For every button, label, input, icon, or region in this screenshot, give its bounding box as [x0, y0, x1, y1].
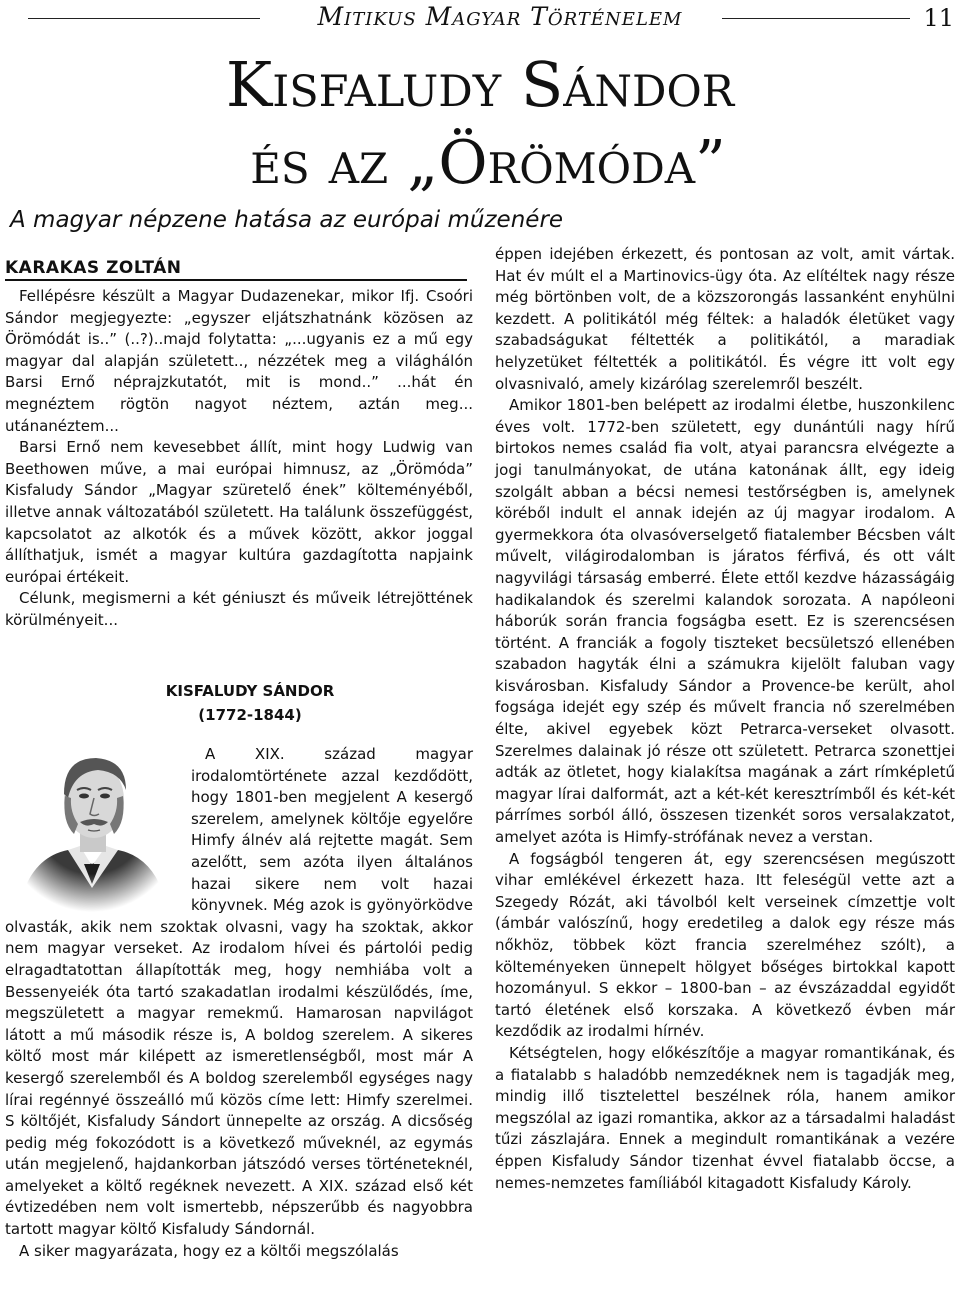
section-heading: KISFALUDY SÁNDOR — [165, 682, 335, 700]
article-title-line1: Kisfaludy Sándor — [225, 48, 735, 121]
author-byline: KARAKAS ZOLTÁN — [5, 258, 467, 281]
right-paragraph: éppen idejében érkezett, és pontosan az volt, amit vártak. Hat év múlt el a Martinovics-ügy óta. Az elítéltek nagy része még börtönben volt, de a közszorongás lassanként enyhülni kezdett. A politikától még féltek: a haladók életüket vagy szabadságukat féltették a politikától, a maradiak helyzetüket féltették a politikától. És végre itt volt egy olvasnivaló, amely kizárólag szerelemről beszélt. — [495, 245, 955, 393]
page-number: 11 — [923, 4, 954, 32]
section-dates: (1772-1844) — [198, 706, 302, 724]
intro-paragraph: Barsi Ernő nem kevesebbet állít, mint hogy Ludwig van Beethowen műve, a mai európai himnusz, az „Örömóda” Kisfaludy Sándor „Magyar szüretelő ének” költeményéből, illetve annak változatából született. Ha találunk összefüggést, kapcsolatot az alkotók és a művek között, akkor joggal állíthatjuk, ismét a magyar kultúra gazdagította napjaink európai értékeit. — [5, 438, 473, 586]
article-title-line2: és az „Örömóda” — [250, 128, 726, 198]
running-title: Mitikus Magyar Történelem — [317, 2, 683, 31]
right-paragraph: A fogságból tengeren át, egy szerencsésen megúszott vihar emlékével érkezett haza. Itt feleségül vette azt a Szegedy Rózát, aki távolból kelt verseinek címzettje volt (ámbár valószínű, hogy eredetileg a dalok egy része más nőkhöz, többek közt francia szerelméhez szólt), a költeményeken ünnepelt hölgyet bőséges birtokkal kapott hozományul. S ekkor – 1800-ban – az évszázaddal egyidőt tartó életének első korszaka. A következő évben már kezdődik az irodalmi hírnév. — [495, 849, 955, 1041]
right-column-text — [495, 244, 955, 1194]
intro-paragraph: Fellépésre készült a Magyar Dudazenekar, mikor Ifj. Csoóri Sándor megjegyezte: „egyszer eljátszhatnánk közösen az Örömódát is..” (..?)..majd folytatta: „...ugyanis ez a mű egy magyar dal alapján született.., nézzétek meg a világhálón Barsi Ernő néprajzkutatót, mit is mond..” ...hát én megnéztem rögtön nagyot néztem, aztán meg... utánanéztem... — [5, 287, 473, 435]
bio-text — [5, 744, 473, 1262]
header-rule-left — [28, 18, 260, 19]
intro-paragraph: Célunk, megismerni a két géniuszt és műveik létrejöttének körülményeit... — [5, 589, 473, 629]
article-subtitle: A magyar népzene hatása az európai műzenére — [10, 207, 564, 233]
header-rule-right — [722, 18, 910, 19]
bio-paragraph: A siker magyarázata, hogy ez a költői megszólalás — [19, 1241, 399, 1260]
portrait-spacer — [5, 744, 191, 908]
right-paragraph: Kétségtelen, hogy előkészítője a magyar romantikának, és a fiatalabb s haladóbb nemzedéknek nem is tagadják meg, mindig illő tisztelettel beszélnek róla, hanem amikor megszólal az igazi romantika, akkor az a társadalmi haladást tűzi zászlajára. Ennek a megindult romantikának a vezére éppen Kisfaludy Sándor tizenhat évvel fiatalabb öccse, a nemes-nemzetes famíliából kitagadott Kisfaludy Károly. — [495, 1043, 955, 1192]
right-paragraph: Amikor 1801-ben belépett az irodalmi életbe, huszonkilenc éves volt. 1772-ben született, egy dunántúli nagy hírű birtokos nemes család fia volt, atyai parancsra elvégezte a jogi tanulmányokat, de utána katonának állt, egy ideig szolgált abban a bécsi nemesi testőrségben is, amelynek köréből indult el annak idején az új magyar irodalom. A gyermekkora óta olvasóverselgető fiatalember Bécsben vált művelt, világirodalomban is járatos férfivá, és ott vált nagyvilági társaság emberré. Élete ettől kezdve házasságáig hadikalandok és szerelmi kalandok sorozata. A napóleoni háborúk során francia fogságba esett. Ez is szerencsésen történt. A franciák a fogoly tiszteket becsületszó ellenében szabadon hagyták élni a számukra kijelölt faluban vagy kisvárosban. Kisfaludy Sándor a Provence-be került, ahol fogsága idejét egy szép és művelt francia nő szerelmében élte, akivel egyebek közt Petrarca-verseket olvasott. Szerelmes dalainak jó része ott született. Petrarca szonettjei adták az ötletet, hogy kialakítsa magának a zárt rímképletű magyar lírai dalformát, azt a két-két keresztrímből és két-két párrímes sorból álló, összesen tizenkét soros versalakzatot, amelyet azóta is Himfy-strófának nevez a verstan. — [495, 396, 955, 847]
bio-paragraph: A XIX. század magyar irodalomtörténete azzal kezdődött, hogy 1801-ben megjelent A kesergő szerelem, amelynek költője egyelőre Himfy álnév alá rejtette magát. Sem azelőtt, sem azóta ilyen általános hazai sikere nem volt hazai könyvnek. Még azok is gyönyörködve olvasták, akik nem szoktak olvasni, vagy ha szoktak, akkor nem magyar verseket. Az irodalom hívei és pártolói pedig elragadtatottan állapították meg, hogy nemhiába volt a Bessenyeiék óta tartó szakadatlan irodalmi készülődés, íme, megszületett a magyar remekmű. Hamarosan napvilágot látott a mű második része is, A boldog szerelem. A sikeres költő most már kilépett az ismeretlenségből, most már A kesergő szerelemből és A boldog szerelemből egységes nagy lírai regénnyé összeálló mű közös címe lett: Himfy szerelmei. S költőjét, Kisfaludy Sándort ünnepelte az ország. A dicsőség pedig még fokozódott is a következő műveknél, az egymás után megjelenő, hajdankorban játszódó verses történeteknél, amelyeket a költő regéknek nevezett. A XIX. század első két évtizedében nem volt ismertebb, népszerűbb és nagyobbra tartott magyar költő Kisfaludy Sándornál. — [5, 745, 473, 1239]
intro-text — [5, 286, 473, 632]
